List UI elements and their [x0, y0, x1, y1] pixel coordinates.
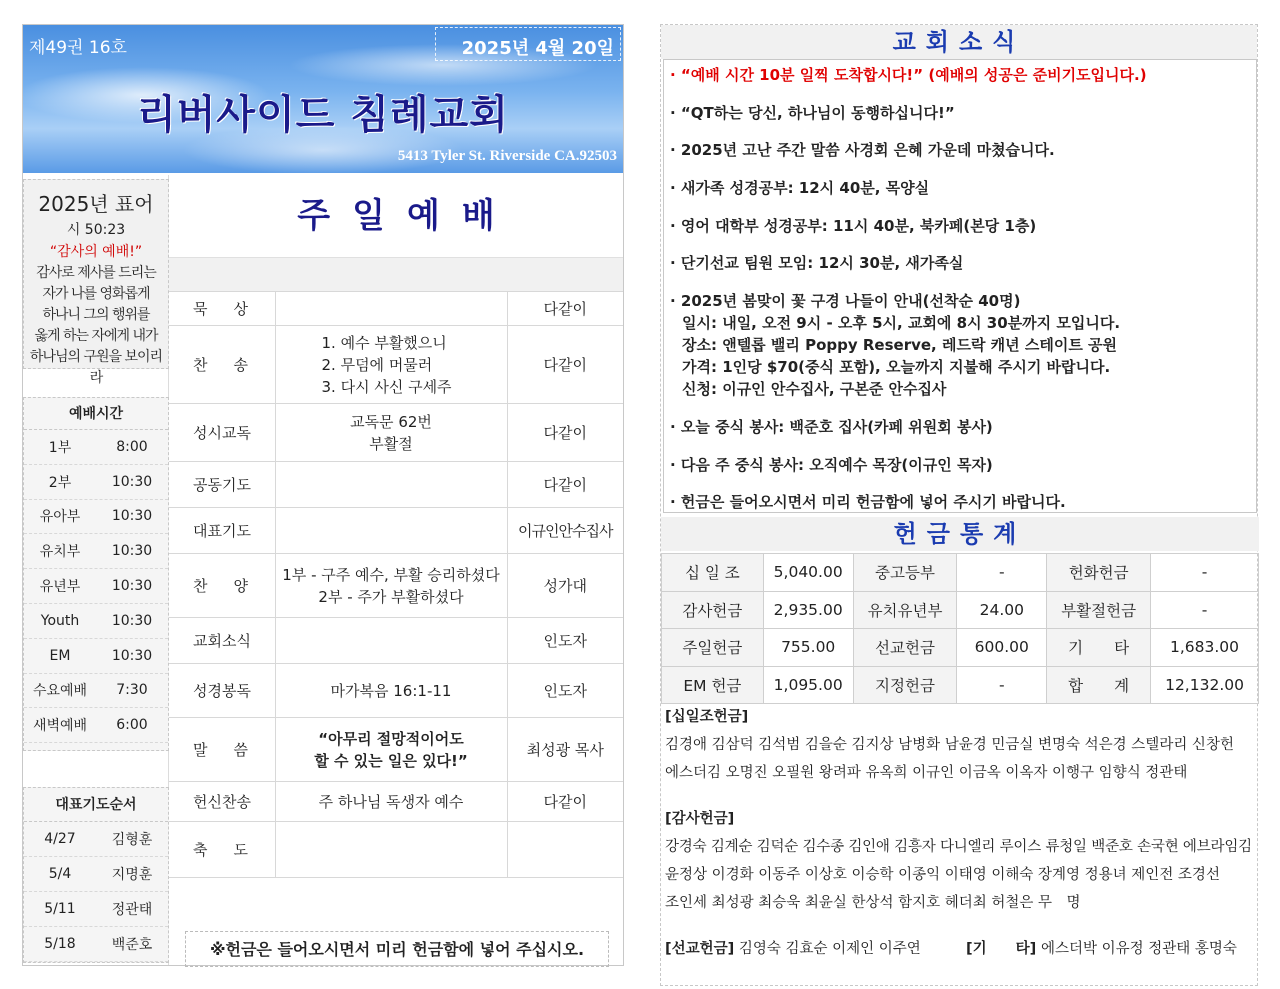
- service-time: 10:30: [111, 578, 153, 595]
- prayer-name: 백준호: [111, 937, 153, 953]
- service-content: [275, 664, 507, 718]
- tithe-names: 에스더김 오명진 오필원 왕려파 유옥희 이규인 이금옥 이옥자 이행구 임향식 정관태: [665, 765, 1188, 781]
- news-line: · 2025년 고난 주간 말씀 사경회 은혜 가운데 마쳤습니다.: [670, 141, 1055, 160]
- news-item: [670, 215, 1250, 237]
- service-leader: 최성광 목사: [507, 718, 623, 782]
- bulletin-date: 2025년 4월 20일: [435, 27, 621, 61]
- worship-times: [23, 397, 169, 751]
- offering-label: 지정헌금: [853, 666, 957, 704]
- offering-title: 헌금통계: [661, 517, 1259, 551]
- service-leader: 인도자: [507, 664, 623, 718]
- service-item: 대표기도: [169, 508, 275, 554]
- news-item: [670, 177, 1250, 199]
- service-time: 6:00: [116, 717, 148, 734]
- church-name: 리버사이드 침례교회: [137, 92, 509, 138]
- mission-names: 김영숙 김효순 이제인 이주연: [738, 941, 921, 957]
- service-content: [275, 782, 507, 822]
- offering-amount: -: [1151, 591, 1259, 629]
- content-line: 교독문 62번: [350, 412, 432, 431]
- news-line: 일시: 내일, 오전 9시 - 오후 5시, 교회에 8시 30분까지 모입니다.: [682, 314, 1121, 333]
- offering-label: 유치유년부: [853, 591, 957, 629]
- verse-line: 자가 나를 영화롭게: [42, 286, 150, 302]
- volume-number: 제49권 16호: [29, 38, 127, 58]
- offering-label: 십 일 조: [662, 554, 764, 592]
- worship-time-row: [24, 465, 168, 500]
- service-time: 10:30: [111, 543, 153, 560]
- service-row: [169, 404, 623, 462]
- offering-row: [662, 591, 1259, 629]
- service-content: [275, 554, 507, 618]
- header-banner: [23, 25, 623, 173]
- worship-time-row: [24, 430, 168, 465]
- service-item: 말씀: [169, 718, 275, 782]
- offering-note: ※헌금은 들어오시면서 미리 헌금함에 넣어 주십시오.: [185, 931, 609, 967]
- worship-time-row: [24, 500, 168, 535]
- prayer-date: 5/18: [44, 936, 76, 952]
- prayer-date: 5/11: [44, 901, 76, 917]
- offering-row: [662, 629, 1259, 667]
- news-title: 교회소식: [661, 25, 1257, 59]
- motto-headline: “감사의 예배!”: [49, 244, 143, 260]
- prayer-date: 5/4: [48, 866, 72, 882]
- service-row: [169, 462, 623, 508]
- service-leader: 성가대: [507, 554, 623, 618]
- offering-amount: 755.00: [763, 629, 853, 667]
- service-row: [169, 664, 623, 718]
- service-row: [169, 292, 623, 326]
- offering-label: EM 헌금: [662, 666, 764, 704]
- service-row: [169, 508, 623, 554]
- worship-time-row: [24, 708, 168, 743]
- worship-time-row: [24, 639, 168, 674]
- news-item: [670, 139, 1250, 161]
- prayer-row: [24, 822, 168, 857]
- service-row: [169, 554, 623, 618]
- service-time: 8:00: [116, 438, 148, 455]
- other-names: 에스더박 이유정 정관태 홍명숙: [1040, 941, 1237, 957]
- content-line: 2. 무덤에 머물러: [321, 355, 433, 374]
- offering-label: 헌화헌금: [1047, 554, 1151, 592]
- offering-row: [662, 666, 1259, 704]
- news-line: · “QT하는 당신, 하나님이 동행하십니다!”: [670, 103, 955, 122]
- offering-amount: -: [957, 666, 1047, 704]
- news-line: · “예배 시간 10분 일찍 도착합시다!” (예배의 성공은 준비기도입니다.): [670, 66, 1147, 84]
- offering-row: [662, 554, 1259, 592]
- service-content: [275, 292, 507, 326]
- content-line: 2부 - 주가 부활하셨다: [318, 587, 464, 606]
- service-time: 7:30: [116, 682, 148, 699]
- offering-amount: 2,935.00: [763, 591, 853, 629]
- content-line: 부활절: [369, 434, 413, 453]
- service-time: 10:30: [111, 647, 153, 664]
- news-line: · 다음 주 중식 봉사: 오직예수 목장(이규인 목자): [670, 455, 993, 474]
- service-name: EM: [49, 647, 71, 664]
- prayer-row: [24, 927, 168, 962]
- service-row: [169, 782, 623, 822]
- news-line: · 새가족 성경공부: 12시 40분, 목양실: [670, 179, 930, 198]
- prayer-order: [23, 787, 169, 963]
- service-item: 교회소식: [169, 618, 275, 664]
- church-address: 5413 Tyler St. Riverside CA.92503: [397, 148, 617, 164]
- prayer-row: [24, 892, 168, 927]
- service-leader: 다같이: [507, 782, 623, 822]
- news-item: [670, 252, 1250, 274]
- verse-line: 하나님의 구원을 보이리라: [29, 349, 163, 386]
- verse-line: 하나니 그의 행위를: [42, 307, 150, 323]
- content-line: “아무리 절망적이어도: [318, 729, 464, 748]
- service-item: 성시교독: [169, 404, 275, 462]
- service-leader: 다같이: [507, 462, 623, 508]
- news-list: [663, 59, 1257, 513]
- prayer-order-heading: 대표기도순서: [24, 788, 168, 822]
- worship-time-row: [24, 569, 168, 604]
- service-time: 10:30: [111, 473, 153, 490]
- news-line: · 헌금은 들어오시면서 미리 헌금함에 넣어 주시기 바랍니다.: [670, 493, 1066, 512]
- offering-amount: 600.00: [957, 629, 1047, 667]
- other-heading: [기 타]: [966, 941, 1037, 957]
- service-title: 주일예배: [297, 196, 517, 236]
- service-content: [275, 508, 507, 554]
- offering-amount: -: [1151, 554, 1259, 592]
- mission-heading: [선교헌금]: [665, 941, 735, 957]
- service-content: [275, 718, 507, 782]
- content-line: 주 하나님 독생자 예수: [318, 792, 464, 811]
- service-name: 유치부: [39, 544, 81, 561]
- motto-reference: 시 50:23: [66, 222, 126, 238]
- service-content: [275, 404, 507, 462]
- prayer-name: 김형훈: [111, 832, 153, 848]
- offering-amount: 12,132.00: [1151, 666, 1259, 704]
- news-line: · 단기선교 팀원 모임: 12시 30분, 새가족실: [670, 254, 964, 273]
- service-item: 성경봉독: [169, 664, 275, 718]
- offering-label: 중고등부: [853, 554, 957, 592]
- thanks-names: 조인세 최성광 최승욱 최윤실 한상석 함지호 헤더최 허철은 무 명: [665, 895, 1081, 911]
- content-line: 1부 - 구주 예수, 부활 승리하셨다: [282, 565, 500, 584]
- service-item: 공동기도: [169, 462, 275, 508]
- tithe-names: 김경애 김삼덕 김석범 김을순 김지상 남병화 남윤경 민금실 변명숙 석은경 스텔라리 신창헌: [665, 737, 1234, 753]
- worship-times-heading: 예배시간: [24, 398, 168, 430]
- service-item: 축도: [169, 822, 275, 878]
- news-line: 신청: 이규인 안수집사, 구본준 안수집사: [682, 380, 947, 399]
- service-order: [169, 175, 623, 965]
- content-line: 3. 다시 사신 구세주: [321, 377, 452, 396]
- prayer-date: 4/27: [44, 831, 76, 847]
- service-order-table: [169, 291, 623, 878]
- service-name: 새벽예배: [32, 718, 88, 735]
- service-content: [275, 822, 507, 878]
- mission-other-line: [665, 935, 1255, 963]
- offering-amount: -: [957, 554, 1047, 592]
- worship-time-row: [24, 604, 168, 639]
- worship-time-row: [24, 534, 168, 569]
- service-row: [169, 326, 623, 404]
- news-item: [670, 64, 1250, 86]
- thanks-names: 윤정상 이경화 이동주 이상호 이승학 이종익 이태영 이해숙 장계영 정용녀 제인전 조경선: [665, 867, 1220, 883]
- offering-label: 선교헌금: [853, 629, 957, 667]
- prayer-name: 정관태: [111, 902, 153, 918]
- news-item: [670, 491, 1250, 513]
- service-item: 묵상: [169, 292, 275, 326]
- news-line: 장소: 앤텔롭 밸리 Poppy Reserve, 레드락 캐년 스테이트 공원: [682, 336, 1118, 355]
- service-name: 유아부: [39, 509, 81, 526]
- offering-label: 부활절헌금: [1047, 591, 1151, 629]
- offering-amount: 1,095.00: [763, 666, 853, 704]
- service-name: 2부: [48, 474, 72, 491]
- service-leader: 다같이: [507, 404, 623, 462]
- service-name: 유년부: [39, 579, 81, 596]
- offering-amount: 24.00: [957, 591, 1047, 629]
- offering-amount: 5,040.00: [763, 554, 853, 592]
- service-leader: 이규인안수집사: [507, 508, 623, 554]
- offering-table: [661, 553, 1259, 704]
- service-leader: 다같이: [507, 292, 623, 326]
- offering-label: 기 타: [1047, 629, 1151, 667]
- front-page: [22, 24, 624, 966]
- news-line: 가격: 1인당 $70(중식 포함), 오늘까지 지불해 주시기 바랍니다.: [682, 358, 1111, 377]
- service-item: 찬송: [169, 326, 275, 404]
- service-time: 10:30: [111, 508, 153, 525]
- service-leader: 다같이: [507, 326, 623, 404]
- offering-label: 합 계: [1047, 666, 1151, 704]
- news-line: · 영어 대학부 성경공부: 11시 40분, 북카페(본당 1층): [670, 216, 1037, 235]
- content-line: 마가복음 16:1-11: [330, 681, 452, 700]
- service-content: [275, 326, 507, 404]
- service-row: [169, 718, 623, 782]
- thanks-heading: [감사헌금]: [665, 811, 735, 827]
- verse-line: 옳게 하는 자에게 내가: [34, 328, 158, 344]
- service-time: 10:30: [111, 612, 153, 629]
- verse-line: 감사로 제사를 드리는: [36, 265, 156, 281]
- news-item: [670, 102, 1250, 124]
- spacer-band: [169, 257, 623, 291]
- sidebar: [23, 175, 169, 965]
- service-item: 헌신찬송: [169, 782, 275, 822]
- motto-title: 2025년 표어: [38, 192, 154, 216]
- service-row: [169, 822, 623, 878]
- content-line: 1. 예수 부활했으니: [321, 333, 447, 352]
- news-item: [670, 290, 1250, 400]
- service-leader: [507, 822, 623, 878]
- worship-time-row: [24, 674, 168, 709]
- thanks-names: 강경숙 김계순 김덕순 김수종 김인애 김흥자 다니엘리 루이스 류청일 백준호 손국현 에브라임김: [665, 839, 1252, 855]
- content-line: 할 수 있는 일은 있다!”: [314, 751, 468, 770]
- service-content: [275, 618, 507, 664]
- service-name: 수요예배: [32, 683, 88, 700]
- news-item: [670, 454, 1250, 476]
- news-item: [670, 416, 1250, 438]
- motto-box: [23, 179, 169, 386]
- news-line: · 오늘 중식 봉사: 백준호 집사(카페 위원회 봉사): [670, 417, 993, 436]
- service-content: [275, 462, 507, 508]
- service-row: [169, 618, 623, 664]
- back-page: [660, 24, 1258, 986]
- news-line: · 2025년 봄맞이 꽃 구경 나들이 안내(선착순 40명): [670, 292, 1021, 311]
- service-item: 찬양: [169, 554, 275, 618]
- prayer-row: [24, 857, 168, 892]
- service-name: Youth: [40, 612, 80, 629]
- service-leader: 인도자: [507, 618, 623, 664]
- prayer-name: 지명훈: [111, 867, 153, 883]
- offering-amount: 1,683.00: [1151, 629, 1259, 667]
- service-name: 1부: [48, 439, 72, 456]
- motto-verse: [24, 263, 168, 389]
- offering-names: [665, 703, 1255, 963]
- offering-label: 주일헌금: [662, 629, 764, 667]
- tithe-heading: [십일조헌금]: [665, 709, 749, 725]
- offering-label: 감사헌금: [662, 591, 764, 629]
